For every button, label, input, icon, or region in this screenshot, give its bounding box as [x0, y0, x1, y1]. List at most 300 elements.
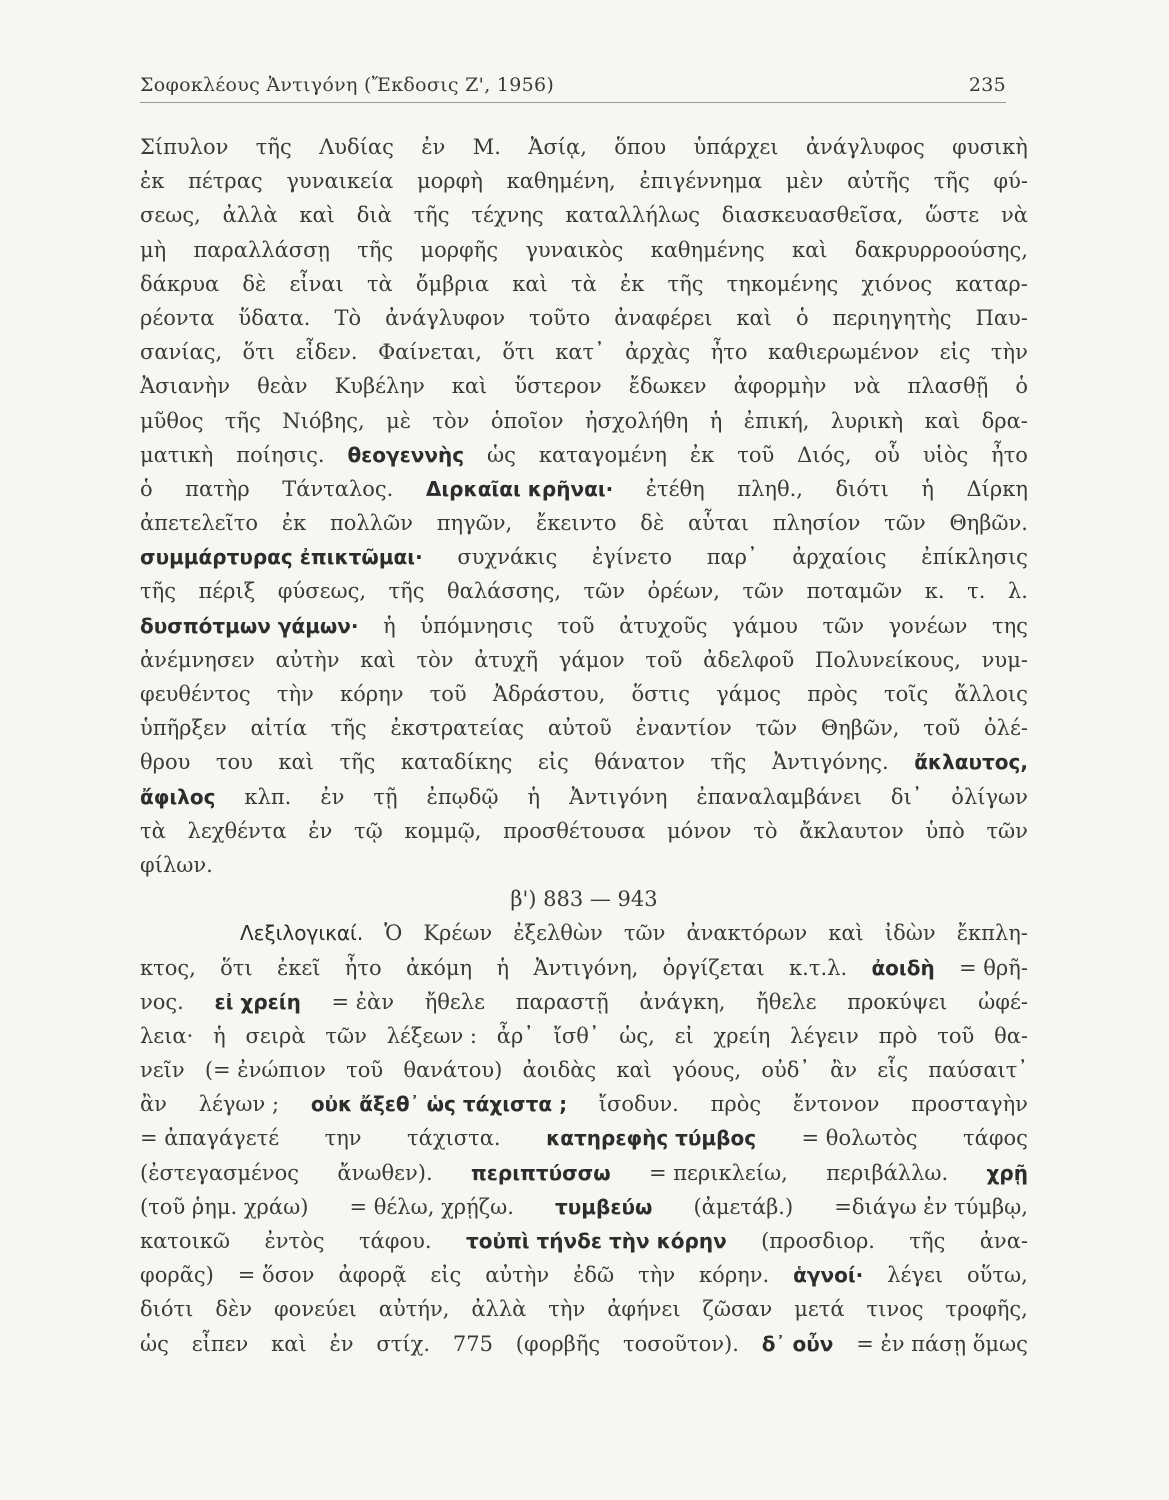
- word: θανάτου): [403, 1058, 503, 1083]
- word: ἡ: [709, 408, 723, 433]
- word: τοῦ: [923, 716, 961, 741]
- word: ἀφορμὴν: [733, 374, 827, 399]
- word: καὶ: [736, 305, 772, 330]
- word: λεχθέντα: [187, 818, 287, 843]
- word: = ἐὰν: [331, 989, 395, 1014]
- word: ἀναφέρει: [614, 305, 713, 330]
- word: θα-: [994, 1023, 1028, 1048]
- word: ὕστερον: [514, 374, 602, 399]
- word: περιβάλλω.: [826, 1160, 949, 1185]
- word: ἐκ: [140, 169, 165, 194]
- word: Νιόβης,: [282, 408, 365, 433]
- word: λεια·: [140, 1023, 194, 1048]
- word: καὶ: [278, 750, 314, 775]
- word: φευθέντος: [140, 682, 251, 706]
- word: ὑπάρχει: [693, 135, 779, 159]
- word: τῆς: [140, 579, 176, 604]
- word: ἐν: [329, 1331, 354, 1356]
- word: ὕδατα.: [238, 305, 311, 330]
- word: τῶν: [755, 716, 798, 741]
- word: τοῦ: [429, 682, 467, 706]
- word: (τοῦ ῥημ. χράω): [140, 1194, 309, 1219]
- word: ὀργίζεται: [662, 955, 765, 980]
- word: ἐναντίον: [635, 716, 732, 741]
- word: ὅτι: [220, 955, 253, 980]
- word: θάνατον: [594, 750, 685, 775]
- word: τῶν: [884, 511, 926, 536]
- word: Ἀντιγόνης.: [771, 750, 889, 775]
- word: λέγων ;: [198, 1092, 280, 1117]
- bold-term: ἄφιλος: [140, 784, 216, 809]
- word: αὐτοῦ: [547, 716, 612, 741]
- word: προσταγὴν: [911, 1092, 1028, 1117]
- word: φύσεως,: [277, 579, 367, 604]
- bold-term: ἁγνοί·: [793, 1263, 864, 1288]
- word: αὗται: [687, 511, 749, 536]
- word: κλπ.: [244, 784, 292, 809]
- word: Ἀντιγόνη: [569, 784, 668, 809]
- word: καταρ-: [955, 271, 1028, 296]
- word: γυναικεία: [286, 169, 394, 194]
- word: τὰ: [140, 818, 166, 843]
- commentary-paragraph: [140, 130, 1028, 882]
- word: καὶ: [451, 374, 488, 399]
- text-line: [140, 267, 1028, 301]
- word: ἐντὸς: [264, 1229, 325, 1253]
- word: κατοικῶ: [140, 1229, 231, 1253]
- word: τῆς: [413, 203, 450, 228]
- word: ἐδῶ: [573, 1263, 615, 1288]
- word: ἐν: [308, 818, 333, 843]
- word: θρου: [140, 750, 191, 775]
- word: πέτρας: [188, 169, 263, 194]
- text-line: [140, 643, 1028, 677]
- word: ἤθελε: [756, 989, 817, 1014]
- word: σεως,: [140, 203, 201, 228]
- word: τοῦ: [557, 613, 595, 638]
- bold-term: χρῇ: [986, 1160, 1028, 1185]
- word: τῆς: [224, 408, 261, 433]
- word: Λυδίας: [319, 135, 394, 159]
- word: παρ᾽: [706, 545, 758, 570]
- word: Ἀδράστου,: [492, 682, 606, 706]
- text-line: [140, 745, 1028, 779]
- word: φίλων.: [140, 852, 213, 877]
- word: τοῖς: [883, 682, 929, 706]
- word: καθημένη,: [506, 169, 616, 194]
- word: καὶ: [924, 408, 961, 433]
- word: την: [324, 1126, 362, 1151]
- word: ἀνακτόρων: [686, 921, 808, 946]
- word: ζῶσαν: [702, 1297, 773, 1322]
- text-line: [140, 1258, 1028, 1292]
- word: εἰ: [674, 1023, 694, 1048]
- word: ἡ: [383, 613, 396, 638]
- word: ὅπου: [614, 135, 667, 159]
- word: θεὰν: [257, 374, 308, 399]
- word: ἂν: [140, 1092, 167, 1117]
- word: ἀπετελεῖτο: [140, 511, 259, 536]
- word: δι᾽: [890, 784, 923, 809]
- bold-term: περιπτύσσω: [470, 1160, 611, 1185]
- word: δὲ: [640, 511, 665, 536]
- text-line: [140, 164, 1028, 198]
- word: καὶ: [360, 647, 396, 672]
- word: τῷ: [354, 818, 383, 843]
- word: τ.: [967, 579, 986, 604]
- word: ἤθελε: [424, 989, 485, 1014]
- word: Τὸ: [334, 305, 362, 330]
- word: χρείη: [713, 1023, 771, 1048]
- word: ὁ: [795, 305, 809, 330]
- word: ἦτο: [710, 340, 748, 365]
- word: τροφῆς,: [945, 1297, 1028, 1322]
- word: (προσδιορ.: [761, 1229, 875, 1253]
- word: πλασθῇ: [907, 374, 989, 399]
- word: σανίας,: [140, 340, 223, 365]
- text-line: [140, 780, 1028, 814]
- word: οὗ: [874, 442, 900, 467]
- word: ἀνάγλυφον: [385, 305, 505, 330]
- bold-term: δ᾽ οὖν: [761, 1331, 834, 1356]
- text-line: [140, 916, 1028, 950]
- word: διότι: [140, 1297, 194, 1322]
- word: τάφος: [963, 1126, 1028, 1151]
- word: Θηβῶν,: [820, 716, 900, 741]
- word: μῦθος: [140, 408, 204, 433]
- word: = ὅσον: [237, 1263, 315, 1288]
- word: εἰς: [537, 750, 569, 775]
- running-header: [140, 72, 1006, 103]
- word: ἄνωθεν).: [337, 1160, 433, 1185]
- word: δὲ: [242, 271, 267, 296]
- word: θαλάσσης,: [447, 579, 562, 604]
- word: ὅτι: [502, 340, 535, 365]
- text-line: [140, 233, 1028, 267]
- bold-term: συμμάρτυρας ἐπικτῶμαι·: [140, 545, 423, 570]
- word: τοῦ: [645, 647, 683, 672]
- text-line: [140, 540, 1028, 574]
- bold-term: τοὐπὶ τήνδε τὴν κόρην: [465, 1229, 727, 1253]
- text-line: [140, 506, 1028, 540]
- bold-term: κατηρεφὴς τύμβος: [546, 1126, 757, 1151]
- word: ἐξελθὼν: [513, 921, 603, 946]
- word: ὡς,: [619, 1023, 655, 1048]
- text-line: [140, 198, 1028, 232]
- word: ὄμβρια: [415, 271, 490, 296]
- word: ἐπιγέννημα: [639, 169, 763, 194]
- word: τὴν: [990, 340, 1028, 365]
- word: ὁ: [1015, 374, 1028, 399]
- word: νεῖν: [140, 1058, 185, 1083]
- word: ἐπίκλησις: [921, 545, 1028, 570]
- word: Φαίνεται,: [377, 340, 482, 365]
- word: αἰτία: [250, 716, 307, 741]
- word: ἡ: [496, 955, 510, 980]
- word: μόνον: [667, 818, 732, 843]
- word: φορᾶς): [140, 1263, 214, 1288]
- word: τῆς: [710, 750, 747, 775]
- word: πολλῶν: [329, 511, 413, 536]
- word: ὅτι: [242, 340, 276, 365]
- word: καὶ: [616, 1058, 652, 1083]
- word: (ἐστεγασμένος: [140, 1160, 300, 1185]
- word: λέξεων :: [386, 1023, 477, 1048]
- word: ὠφέ-: [978, 989, 1028, 1014]
- word: πέριξ: [198, 579, 256, 604]
- text-line: [140, 814, 1028, 848]
- word: ἀοιδὰς: [522, 1058, 597, 1083]
- word: ὁποῖον: [490, 408, 564, 433]
- word: τῆς: [339, 750, 376, 775]
- word: διὰ: [356, 203, 392, 228]
- word: γυναικὸς: [525, 237, 624, 262]
- word: ἀλλὰ: [222, 203, 278, 228]
- word: τῆς: [909, 1229, 946, 1253]
- word: ἀρχαίοις: [792, 545, 887, 570]
- word: τὴν: [638, 1263, 676, 1288]
- section-heading-line: [140, 882, 1028, 916]
- word: καὶ: [828, 921, 864, 946]
- word: λ.: [1007, 579, 1028, 604]
- word: ἐγίνετο: [592, 545, 672, 570]
- word: πλησίον: [772, 511, 861, 536]
- word: ἀφήνει: [607, 1297, 681, 1322]
- text-line: [140, 301, 1028, 335]
- word: ἴσθ᾽: [553, 1023, 600, 1048]
- word: πατὴρ: [185, 476, 250, 501]
- word: ὡς: [487, 442, 516, 467]
- text-line: [140, 404, 1028, 438]
- word: χιόνος: [861, 271, 933, 296]
- word: αὐτῆς: [847, 169, 911, 194]
- word: ἐκ: [689, 442, 715, 467]
- word: τάφου.: [358, 1229, 432, 1253]
- word: προσθέτουσα: [503, 818, 646, 843]
- word: Ὁ: [384, 921, 403, 946]
- word: Σίπυλον: [140, 135, 229, 159]
- word: στίχ.: [376, 1331, 431, 1356]
- word: τὸν: [416, 647, 454, 672]
- word: ἔδωκεν: [628, 374, 707, 399]
- word: φυσικὴ: [952, 135, 1028, 159]
- word: κόρην: [340, 682, 404, 706]
- word: νὰ: [853, 374, 881, 399]
- word: αὐτὴν: [275, 647, 340, 672]
- word: εἰς: [430, 1263, 462, 1288]
- word: τῆς: [667, 271, 704, 296]
- word: ἐπαναλαμβάνει: [696, 784, 862, 809]
- word: λυρικὴ: [830, 408, 904, 433]
- word: πρὸ: [878, 1023, 918, 1048]
- word: (φορβῆς: [515, 1331, 601, 1356]
- word: γόους,: [672, 1058, 742, 1083]
- bold-term: ἀοιδὴ: [871, 955, 935, 980]
- word: ὑπὸ: [925, 818, 965, 843]
- text-line: [140, 1087, 1028, 1121]
- word: του: [215, 750, 253, 775]
- word: τὸν: [432, 408, 470, 433]
- text-line: [140, 335, 1028, 369]
- word: ἠσχολήθη: [584, 408, 689, 433]
- word: τὰ: [366, 271, 393, 296]
- word: μορφῆς: [420, 237, 499, 262]
- word: τῆς: [330, 716, 367, 741]
- word: Κυβέλην: [334, 374, 425, 399]
- word: νὰ: [1000, 203, 1028, 228]
- word: τῶν: [742, 579, 784, 604]
- word: ἐτέθη: [645, 476, 705, 501]
- word: ἀνα-: [979, 1229, 1028, 1253]
- word: = θολωτὸς: [801, 1126, 918, 1151]
- word: = περικλείω,: [648, 1160, 788, 1185]
- word: εἶπεν: [191, 1331, 249, 1356]
- word: γάμου: [732, 613, 798, 638]
- word: Ἀντιγόνη,: [533, 955, 639, 980]
- word: ἀφορᾷ: [338, 1263, 407, 1288]
- word: Μ.: [472, 135, 501, 159]
- word: Δίρκη: [966, 476, 1028, 501]
- text-line: [140, 438, 1028, 472]
- word: κ.τ.λ.: [789, 955, 848, 980]
- word: γονέων: [888, 613, 968, 638]
- word: δάκρυα: [140, 271, 220, 296]
- word: ποίησις.: [236, 442, 325, 467]
- word: τινος: [866, 1297, 924, 1322]
- word: τῶν: [822, 613, 865, 638]
- word: παύσαιτ᾽: [928, 1058, 1028, 1083]
- word: δὲν: [215, 1297, 253, 1322]
- word: (= ἐνώπιον: [204, 1058, 326, 1083]
- word: δρα-: [981, 408, 1028, 433]
- bold-term: ἄκλαυτος,: [914, 750, 1028, 775]
- word: Ἀσίᾳ,: [528, 135, 587, 159]
- bold-term: οὐκ ἄξεθ᾽ ὡς τάχιστα ;: [310, 1092, 568, 1117]
- word: τῇ: [373, 784, 398, 809]
- word: παραστῇ: [515, 989, 609, 1014]
- word: = ἐν πάσῃ ὅμως: [856, 1331, 1028, 1356]
- word: τῆς: [255, 135, 292, 159]
- word: ἀλλὰ: [471, 1297, 527, 1322]
- word: νος.: [140, 989, 184, 1014]
- word: δακρυρροούσης,: [854, 237, 1028, 262]
- text-line: [140, 848, 1028, 882]
- word: πληθ.,: [737, 476, 803, 501]
- text-line: [140, 1156, 1028, 1190]
- text-line: [140, 1327, 1028, 1361]
- word: τῆς: [933, 169, 970, 194]
- word: τοῦτο: [528, 305, 591, 330]
- word: καταγομένη: [538, 442, 668, 467]
- word: πρὸς: [710, 1092, 762, 1117]
- word: καὶ: [791, 237, 828, 262]
- word: τῆς: [388, 579, 425, 604]
- word: ἀτυχοῦς: [619, 613, 708, 638]
- word: ἀδελφοῦ: [703, 647, 795, 672]
- word: ἀνάγλυφος: [805, 135, 925, 159]
- word: ἐκ: [619, 271, 645, 296]
- word: τὴν: [276, 682, 314, 706]
- word: κτος,: [140, 955, 196, 980]
- text-line: [140, 369, 1028, 403]
- bold-term: Διρκαῖαι κρῆναι·: [425, 476, 614, 501]
- text-line: [140, 985, 1028, 1019]
- word: κ.: [924, 579, 945, 604]
- word: μὲ: [386, 408, 411, 433]
- word: ἆρ᾽: [496, 1023, 534, 1048]
- word: ὁ: [140, 476, 153, 501]
- word: ρέοντα: [140, 305, 215, 330]
- word: ἐπική,: [743, 408, 810, 433]
- word: ὀλίγων: [951, 784, 1028, 809]
- word: ἐν: [320, 784, 345, 809]
- word: ὡς: [140, 1331, 169, 1356]
- section-heading: β') 883 — 943: [510, 887, 658, 912]
- word: οὐδ᾽: [761, 1058, 810, 1083]
- word: = ἀπαγάγετέ: [140, 1126, 280, 1151]
- word: λέγει: [887, 1263, 944, 1288]
- word: εἶδεν.: [295, 340, 358, 365]
- word: ἡ: [213, 1023, 226, 1048]
- word: Παυ-: [975, 305, 1028, 330]
- word: ἀκόμη: [405, 955, 473, 980]
- word: καὶ: [271, 1331, 307, 1356]
- word: ἀτυχῆ: [474, 647, 539, 672]
- word: τῶν: [623, 921, 666, 946]
- word: αὐτήν,: [378, 1297, 450, 1322]
- word: οὕτω,: [967, 1263, 1028, 1288]
- word: φύ-: [993, 169, 1028, 194]
- word: ἦτο: [991, 442, 1028, 467]
- word: τὰ: [570, 271, 597, 296]
- word: Τάνταλος.: [282, 476, 394, 501]
- word: ἐν: [421, 135, 446, 159]
- text-line: [140, 951, 1028, 985]
- word: τοῦ: [737, 442, 775, 467]
- page-number: 235: [968, 74, 1006, 96]
- word: μὲν: [785, 169, 824, 194]
- word: τὸ: [753, 818, 778, 843]
- word: ὑπόμνησις: [420, 613, 533, 638]
- word: μετά: [794, 1297, 845, 1322]
- text-line: [140, 472, 1028, 506]
- word: Κρέων: [423, 921, 493, 946]
- word: εἷς: [877, 1058, 909, 1083]
- bold-term: εἰ χρείη: [214, 989, 301, 1014]
- word: μὴ: [140, 237, 167, 262]
- word: Πολυνείκους,: [815, 647, 961, 672]
- word: αὐτὴν: [485, 1263, 550, 1288]
- word: ἐκ: [281, 511, 307, 536]
- word: Ἀσιανὴν: [140, 374, 231, 399]
- word: ἡ: [527, 784, 541, 809]
- word: ἂν: [830, 1058, 858, 1083]
- text-line: [140, 1019, 1028, 1053]
- word: =διάγω ἐν τύμβῳ,: [834, 1194, 1028, 1219]
- text-line: [140, 130, 1028, 164]
- word: = θέλω, χρῄζω.: [349, 1194, 514, 1219]
- text-line: [140, 1053, 1028, 1087]
- word: ἄκλαυτον: [799, 818, 904, 843]
- word: συχνάκις: [457, 545, 558, 570]
- text-line: [140, 1224, 1028, 1258]
- word: γάμον: [558, 647, 625, 672]
- word: καὶ: [299, 203, 335, 228]
- text-line: [140, 574, 1028, 608]
- word: κόρην.: [699, 1263, 770, 1288]
- word: ματικὴ: [140, 442, 214, 467]
- word: ἐπῳδῷ: [426, 784, 499, 809]
